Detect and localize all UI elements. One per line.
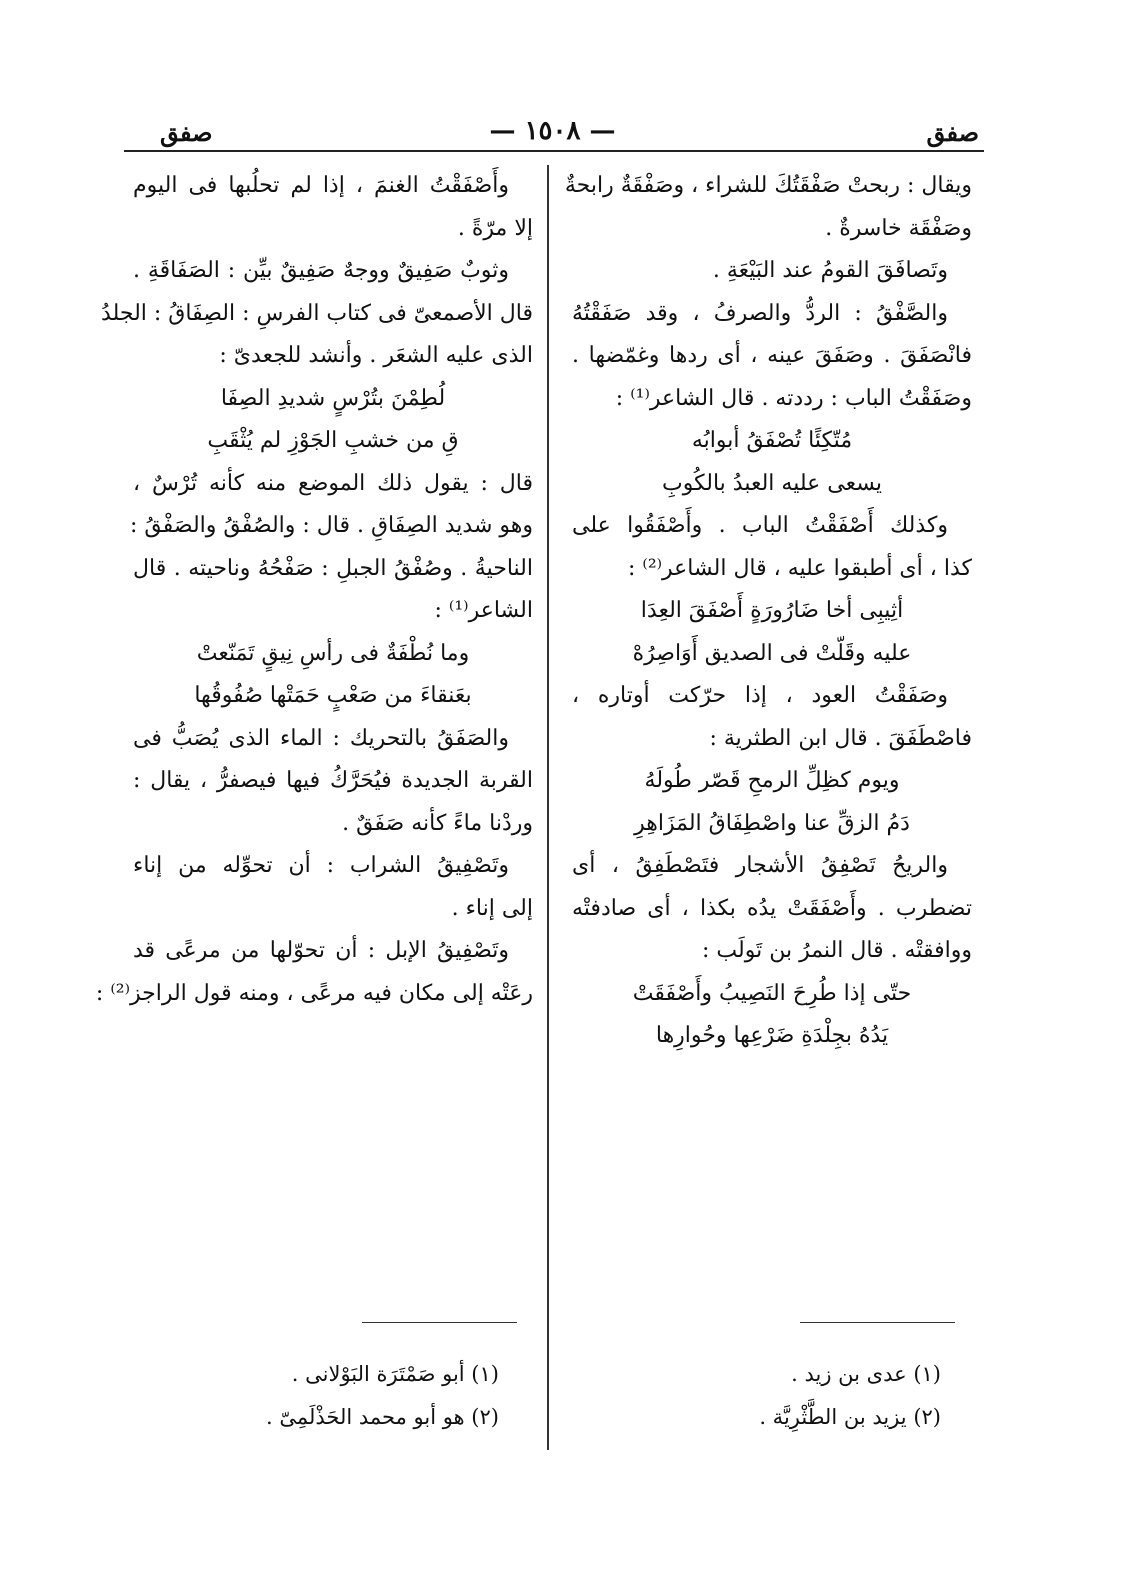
text-line: وثوبٌ صَفِيقٌ ووجهٌ صَفِيقٌ بيِّن : الصَفَاقَةِ .: [133, 258, 509, 283]
text-line: وتَصافَقَ القومُ عند البَيْعَةِ .: [712, 258, 948, 283]
footnote-rule-right: [800, 1322, 955, 1323]
text-line: وتَصْفِيقُ الإبل : أن تحوّلها من مرعًى قد: [133, 938, 509, 963]
text-line: وتَصْفِيقُ الشراب : أن تحوِّله من إناء: [133, 853, 509, 878]
text-line: فانْصَفَقَ . وصَفَقَ عينه ، أى ردها وغمّضها .: [572, 343, 972, 368]
footnotes-left: [133, 1352, 513, 1437]
verse-line: قِ من خشبِ الجَوْزِ لم يُثْقَبِ: [207, 428, 459, 453]
text-line: وصَفَقْتُ العود ، إذا حرّكت أوتاره ،: [572, 683, 948, 708]
page-number: — ١٥٠٨ —: [489, 116, 616, 146]
text-line: إلا مرّةً .: [457, 215, 533, 241]
footnote: (٢) هو أبو محمد الحَذْلَمِىّ .: [265, 1404, 499, 1429]
verse-line: ويوم كظِلِّ الرمحِ قَصّر طُولَهُ: [644, 768, 900, 793]
text-line: الذى عليه الشعَر . وأنشد للجعدىّ :: [219, 343, 533, 368]
verse-line: وما نُطْفَةٌ فى رأسِ نِيقٍ تَمَنّعتْ: [196, 640, 470, 666]
footnote: (١) أبو صَمْتَرَة البَوْلانى .: [291, 1362, 499, 1386]
right-column: [564, 165, 972, 1058]
verse-line: عليه وقَلّتْ فى الصديق أَوَاصِرُهْ: [632, 640, 912, 666]
verse-line: دَمُ الزقِّ عنا واصْطِفَاقُ المَزَاهِرِ: [634, 810, 910, 836]
text-line: والصَّفْقُ : الردُّ والصرفُ ، وقد صَفَقْتُهُ: [572, 300, 948, 326]
text-line: قال الأصمعىّ فى كتاب الفرسِ : الصِفَاقُ : الجلدُ: [101, 300, 533, 326]
verse-line: يسعى عليه العبدُ بالكُوبِ: [662, 470, 882, 496]
text-line: فاصْطَفَقَ . قال ابن الطثرية :: [709, 725, 972, 751]
running-head-right: صفق: [926, 118, 979, 147]
verse-line: أثِيبِى أخا ضَارُورَةٍ أَصْفَقَ العِدَا: [640, 598, 904, 623]
text-line: كذا ، أى أطبقوا عليه ، قال الشاعر⁽²⁾ :: [628, 555, 972, 581]
text-line: الشاعر⁽¹⁾ :: [434, 598, 533, 623]
column-divider: [547, 165, 549, 1450]
verse-line: مُتّكِئًا تُصْفَقُ أبوابُه: [691, 428, 853, 453]
running-head-left: صفق: [160, 118, 213, 147]
text-line: والريحُ تَصْفِقُ الأشجار فتَصْطَفِقُ ، أى: [572, 853, 948, 878]
text-line: ويقال : ربحتْ صَفْقَتُكَ للشراء ، وصَفْقَةٌ رابحةٌ: [564, 173, 972, 198]
text-line: والصَفَقُ بالتحريك : الماء الذى يُصَبُّ فى: [133, 725, 509, 751]
text-line: تضطرب . وأَصْفَقَتْ يدُه بكذا ، أى صادفتْه: [572, 895, 972, 921]
verse-line: يَدُهُ بجِلْدَةِ ضَرْعِها وحُوارِها: [655, 1023, 889, 1048]
text-line: وصَفَقْتُ الباب : رددته . قال الشاعر⁽¹⁾ :: [615, 385, 972, 411]
text-line: وأَصْفَقْتُ الغنمَ ، إذا لم تحلُبها فى اليوم: [133, 173, 509, 198]
header-rule: [124, 150, 984, 152]
left-column: [95, 165, 533, 1015]
verse-line: حتّى إذا طُرِحَ النَصِيبُ وأَصْفَقَتْ: [632, 980, 912, 1006]
footnote: (٢) يزيد بن الطَّثْرِيَّة .: [759, 1404, 941, 1429]
footnote: (١) عدى بن زيد .: [791, 1362, 941, 1386]
text-line: ووافقتْه . قال النمرُ بن تَولَب :: [702, 938, 972, 963]
footnote-rule-left: [362, 1322, 517, 1323]
footnotes-right: [575, 1352, 955, 1437]
text-line: وهو شديد الصِفَاقِ . قال : والصُفْقُ والصَفْقُ :: [130, 513, 533, 538]
verse-line: لُطِمْنَ بتُرْسٍ شديدِ الصِفَا: [220, 385, 446, 411]
text-line: وردْنا ماءً كأنه صَفَقٌ .: [342, 810, 533, 836]
verse-line: بعَنقاءَ من صَعْبٍ حَمَتْها صُفُوقُها: [194, 683, 472, 708]
text-line: إلى إناء .: [451, 895, 533, 921]
text-line: وصَفْقَة خاسرةٌ .: [825, 215, 972, 241]
text-line: رعَتْه إلى مكان فيه مرعًى ، ومنه قول الراجز⁽²⁾ :: [95, 980, 533, 1006]
text-line: الناحيةُ . وصُفْقُ الجبلِ : صَفْحُهُ وناحيته . قال: [133, 555, 533, 581]
text-line: القربة الجديدة فيُحَرَّكُ فيها فيصفرُّ ، يقال :: [133, 768, 533, 793]
text-line: قال : يقول ذلك الموضع منه كأنه تُرْسٌ ،: [133, 470, 533, 496]
text-line: وكذلك أَصْفَقْتُ الباب . وأَصْفَقُوا على: [572, 513, 948, 538]
